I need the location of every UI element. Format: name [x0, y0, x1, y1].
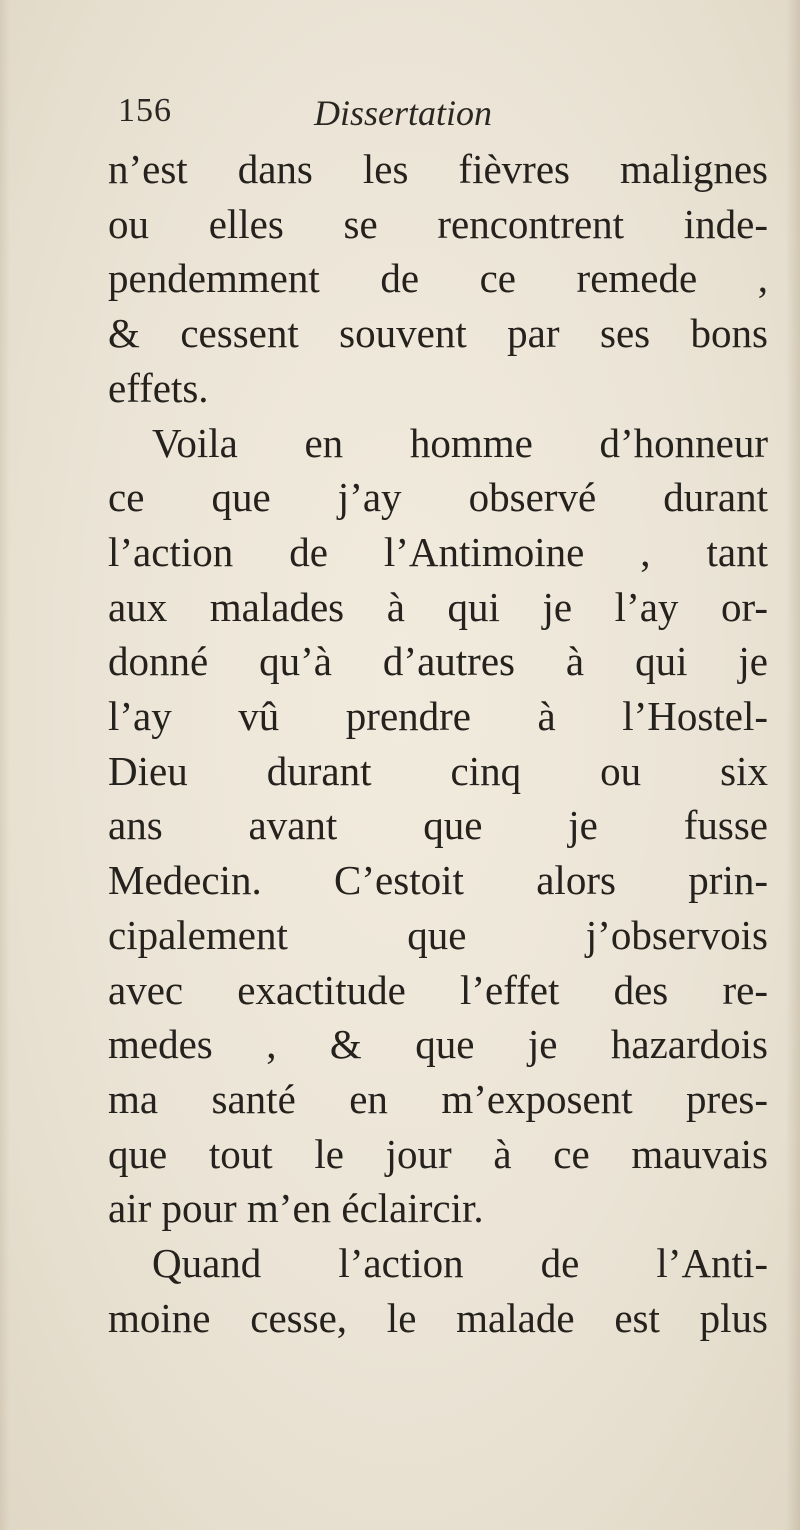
- text-line: moine cesse, le malade est plus: [108, 1294, 768, 1341]
- text-line: & cessent souvent par ses bons: [108, 310, 768, 357]
- text-line: medes , & que je hazardois: [108, 1021, 768, 1068]
- text-line: aux malades à qui je l’ay or-: [108, 583, 768, 630]
- text-line: ans avant que je fusse: [108, 802, 768, 849]
- text-line: avec exactitude l’effet des re-: [108, 966, 768, 1013]
- body-text: [108, 142, 768, 1345]
- text-line: Medecin. C’estoit alors prin-: [108, 857, 768, 904]
- page-number: 156: [118, 92, 172, 129]
- text-line: effets.: [108, 364, 209, 411]
- page-header: [118, 92, 678, 134]
- text-line: cipalement que j’observois: [108, 911, 768, 958]
- text-line: ce que j’ay observé durant: [108, 474, 768, 521]
- text-line: pendemment de ce remede ,: [108, 255, 768, 302]
- text-line: que tout le jour à ce mauvais: [108, 1130, 768, 1177]
- text-line: l’action de l’Antimoine , tant: [108, 528, 768, 575]
- text-line: ou elles se rencontrent inde-: [108, 200, 768, 247]
- text-line: Voila en homme d’honneur: [152, 419, 768, 466]
- page-right-edge-shadow: [786, 0, 800, 1530]
- text-line: n’est dans les fièvres malignes: [108, 146, 768, 192]
- running-title: Dissertation: [314, 93, 493, 133]
- text-line: ma santé en m’exposent pres-: [108, 1075, 768, 1122]
- text-line: air pour m’en éclaircir.: [108, 1185, 484, 1232]
- page-left-edge-shadow: [0, 0, 10, 1530]
- text-line: l’ay vû prendre à l’Hostel-: [108, 693, 768, 740]
- text-line: Quand l’action de l’Anti-: [152, 1240, 768, 1287]
- text-line: Dieu durant cinq ou six: [108, 747, 768, 794]
- text-line: donné qu’à d’autres à qui je: [108, 638, 768, 685]
